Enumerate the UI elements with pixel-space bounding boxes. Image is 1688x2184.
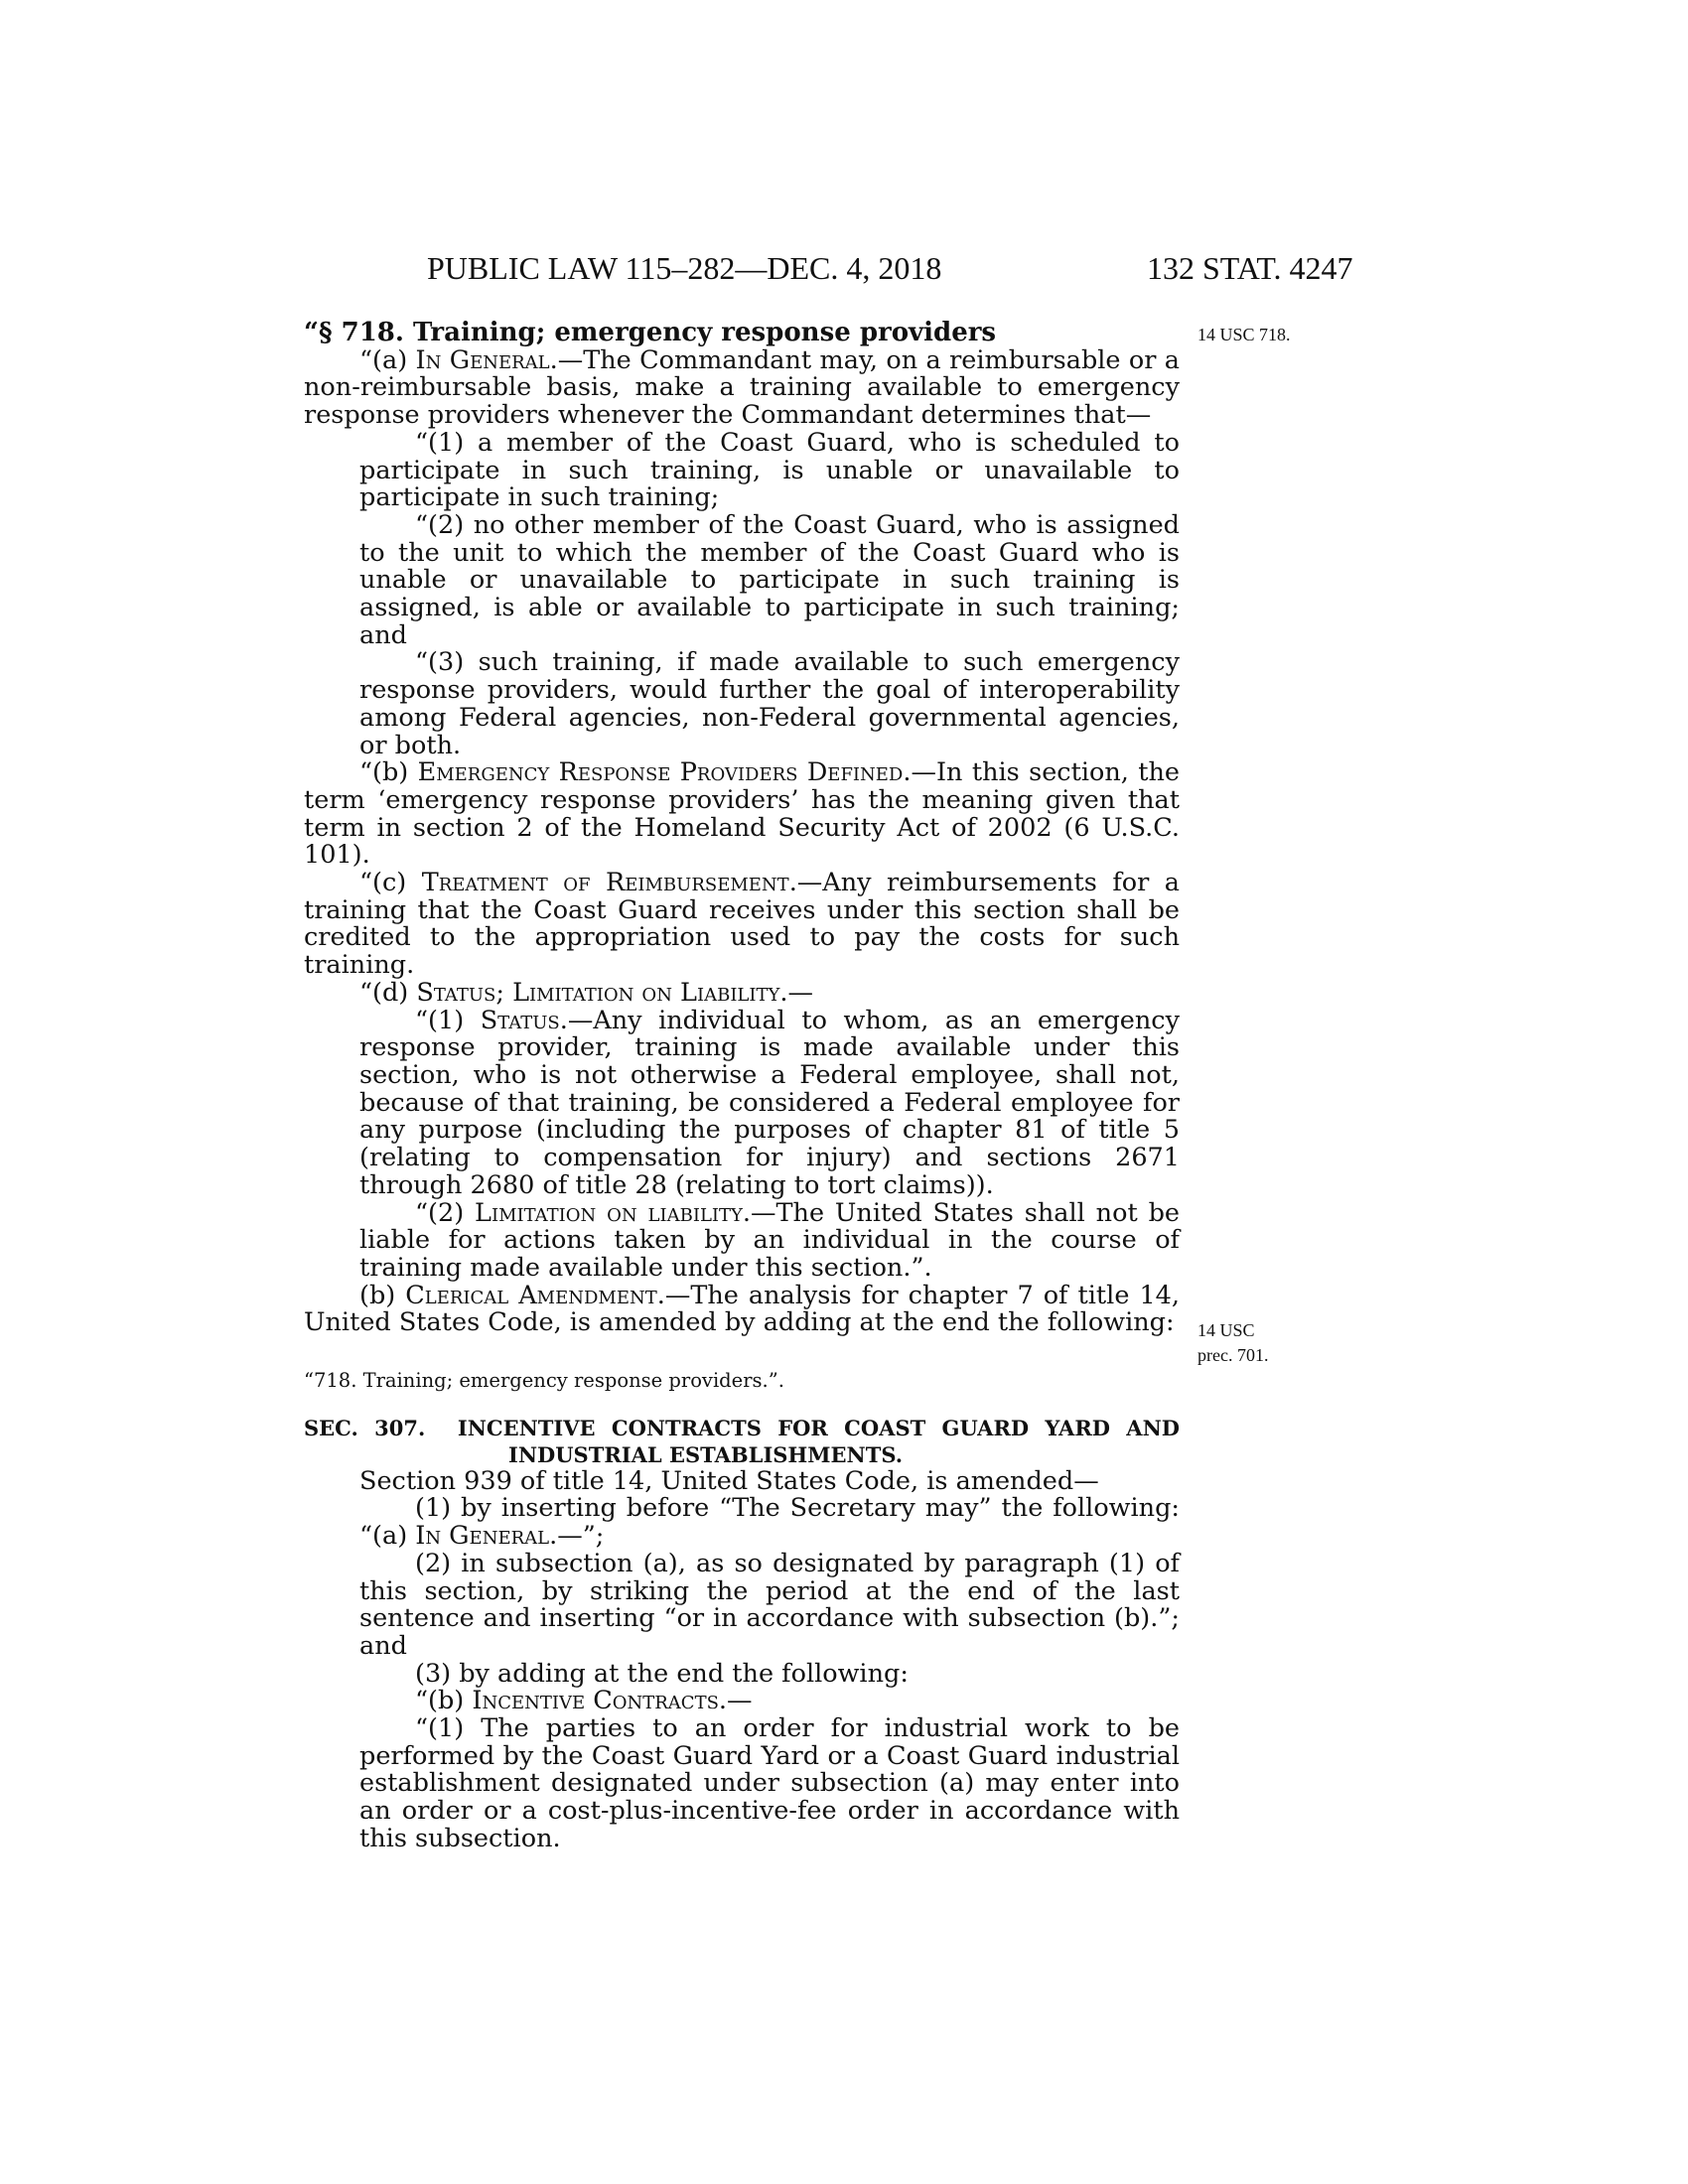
section-307-heading bbox=[304, 1415, 1180, 1468]
subsection-a bbox=[304, 344, 1180, 431]
section-307-intro: Section 939 of title 14, United States Code, is amended— bbox=[359, 1465, 1099, 1496]
subsection-heading: Treatment of Reimbursement bbox=[421, 868, 789, 898]
subsection-c bbox=[304, 870, 1180, 980]
amendment-1 bbox=[304, 1495, 1180, 1550]
inserted-paragraph-b1: “(1) The parties to an order for industrial work to be performed by the Coast Guard Yard or a Coast Guard industrial establishment designated under subsection (a) may enter into an order or a cost-plus-incentive-fee order in accordance with this subsection. bbox=[359, 1713, 1180, 1853]
subsection-heading: In General bbox=[415, 344, 550, 375]
amendment-3: (3) by adding at the end the following: bbox=[415, 1658, 909, 1689]
subsection-label: (b) bbox=[359, 1280, 406, 1310]
amendment-text: .—”; bbox=[549, 1521, 605, 1552]
subsection-label: “(d) bbox=[359, 977, 417, 1008]
paragraph-text: .—Any individual to whom, as an emergency response provider, training is made available under this section, who is not otherwise a Federal employee, shall not, because of that training, be considered a Federal employee for any purpose (including the purposes of chapter 81 of title 5 (relating to compensation for injury) and sections 2671 through 2680 of title 28 (relating to tort claims)). bbox=[359, 1005, 1180, 1200]
subsection-b bbox=[304, 759, 1180, 870]
subsection-heading: Status; Limitation on Liability bbox=[416, 977, 780, 1008]
margin-note-line: prec. 701. bbox=[1197, 1345, 1269, 1365]
paragraph-a2: “(2) no other member of the Coast Guard, who is assigned to the unit to which the member of the Coast Guard who is unable or unavailable to participate in such training is assigned, is able or available to participate in such training; and bbox=[359, 509, 1180, 650]
subsection-label: “(b) bbox=[415, 1686, 473, 1716]
paragraph-label: “(1) bbox=[415, 1005, 481, 1035]
table-of-sections-entry: “718. Training; emergency response providers.”. bbox=[304, 1369, 784, 1393]
subsection-d bbox=[304, 977, 1180, 1008]
subsection-label: “(c) bbox=[359, 868, 422, 898]
paragraph-text: .—The United States shall not be liable for actions taken by an individual in the course of training made available under this section.”. bbox=[359, 1197, 1180, 1283]
section-title: INCENTIVE CONTRACTS FOR COAST GUARD YARD AND INDUSTRIAL ESTABLISHMENTS. bbox=[457, 1415, 1181, 1467]
subsection-text: .— bbox=[779, 977, 813, 1008]
paragraph-d2 bbox=[304, 1197, 1180, 1283]
subsection-text: .—Any reimbursements for a training that the Coast Guard receives under this section shall be credited to the appropriation used to pay the costs for such training. bbox=[304, 868, 1181, 981]
paragraph-heading: Status bbox=[480, 1005, 560, 1035]
subsection-heading: Clerical Amendment bbox=[405, 1280, 657, 1310]
margin-note-14-usc-prec-701 bbox=[1197, 1318, 1336, 1368]
paragraph-a1: “(1) a member of the Coast Guard, who is scheduled to participate in such training, is unable or unavailable to participate in such training; bbox=[359, 427, 1180, 513]
paragraph-d1 bbox=[304, 1005, 1180, 1200]
inserted-subsection-b bbox=[304, 1688, 1180, 1715]
subsection-label: “(b) bbox=[359, 757, 418, 788]
paragraph-heading: Limitation on liability bbox=[475, 1197, 743, 1228]
amendment-2: (2) in subsection (a), as so designated by paragraph (1) of this section, by striking the period at the end of the last sentence and inserting “or in accordance with subsection (b).”; and bbox=[359, 1548, 1180, 1661]
subsection-label: “(a) bbox=[359, 344, 416, 375]
clerical-amendment bbox=[304, 1280, 1180, 1338]
amendment-text: (1) by inserting before “The Secretary may” the following: “(a) bbox=[359, 1493, 1180, 1552]
running-header-stat: 132 STAT. 4247 bbox=[1147, 250, 1353, 286]
subsection-heading: Incentive Contracts bbox=[472, 1686, 719, 1716]
running-header-title: PUBLIC LAW 115–282—DEC. 4, 2018 bbox=[427, 250, 942, 286]
section-number: SEC. 307. bbox=[304, 1415, 426, 1440]
paragraph-label: “(2) bbox=[415, 1197, 476, 1228]
subsection-text: .— bbox=[718, 1686, 753, 1716]
subsection-text: .—The analysis for chapter 7 of title 14, United States Code, is amended by adding at the end the following: bbox=[304, 1280, 1180, 1338]
subsection-heading: Emergency Response Providers Defined bbox=[417, 757, 904, 788]
margin-note-14-usc-718: 14 USC 718. bbox=[1197, 325, 1291, 344]
subsection-text: .—The Commandant may, on a reimbursable or a non-reimbursable basis, make a training available to emergency response providers whenever the Commandant determines that— bbox=[304, 344, 1180, 431]
paragraph-a3: “(3) such training, if made available to such emergency response providers, would further the goal of interoperability among Federal agencies, non-Federal governmental agencies, or both. bbox=[359, 647, 1180, 760]
page-body bbox=[304, 320, 1180, 1853]
margin-note-line: 14 USC bbox=[1197, 1320, 1255, 1340]
subsection-text: .—In this section, the term ‘emergency response providers’ has the meaning given that term in section 2 of the Homeland Security Act of 2002 (6 U.S.C. 101). bbox=[304, 757, 1180, 871]
section-718-heading: “§ 718. Training; emergency response providers bbox=[304, 318, 997, 347]
amendment-heading: In General bbox=[415, 1521, 550, 1552]
